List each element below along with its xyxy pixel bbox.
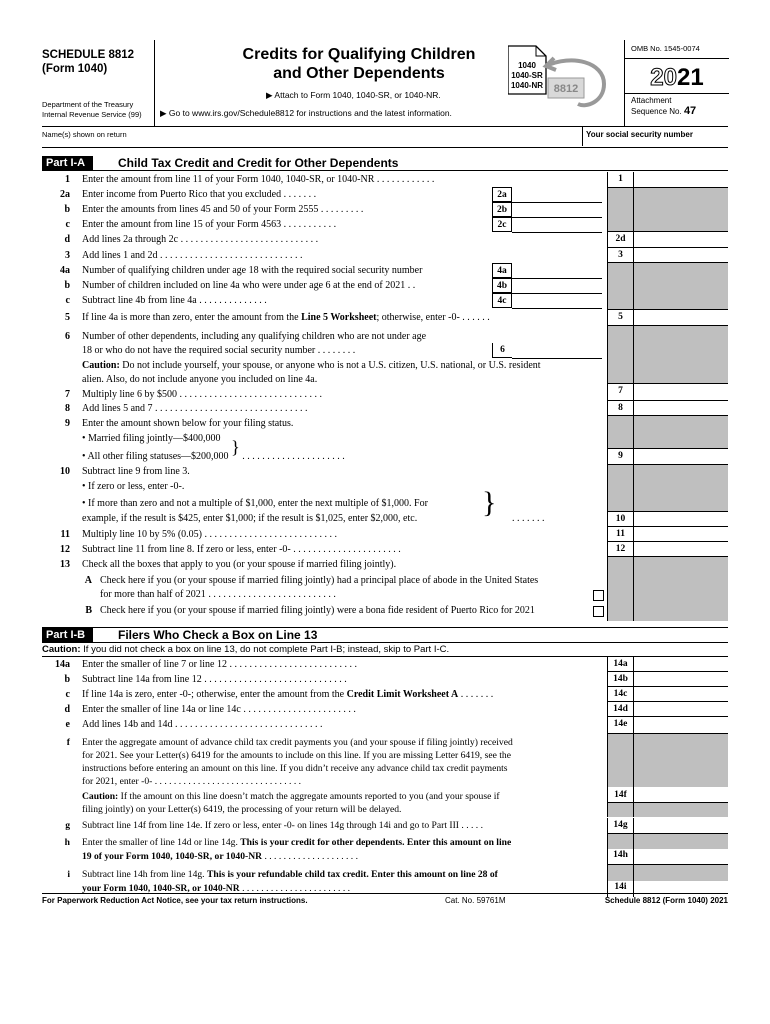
count-field-6[interactable]: [512, 343, 602, 359]
line-text: [82, 343, 355, 358]
caution-label: Caution:: [42, 644, 81, 655]
dot-leader: . . . . . . . . .: [320, 204, 364, 215]
line-number: 2a: [60, 189, 70, 200]
line-text: • If zero or less, enter -0-.: [82, 481, 185, 492]
line-number: i: [67, 869, 70, 880]
line-number: A: [84, 575, 92, 586]
checkbox-13b[interactable]: [593, 606, 604, 617]
line-number: 7: [65, 389, 70, 400]
line-desc: Number of children included on line 4a who were under age 6 at the end of 2021: [82, 280, 406, 291]
icon-form-1040sr: 1040-SR: [511, 71, 543, 80]
line-text: [82, 248, 303, 263]
dot-leader: . . . . . . . . . . . . . . . . . . . . . . . . . . . . . .: [175, 719, 323, 730]
line-text: example, if the result is $425, enter $1,000; if the result is $1,025, enter $2,000, etc.: [82, 513, 418, 524]
caution-body: Do not include yourself, your spouse, or anyone who is not a U.S. citizen, U.S. national, or U.S. resident: [119, 360, 541, 371]
part-ib-lines: [42, 657, 728, 897]
line-desc: Multiply line 6 by $500: [82, 389, 177, 400]
sequence-number: 47: [683, 105, 697, 117]
caution-body: If you did not check a box on line 13, do not complete Part I-B; instead, skip to Part I-C.: [80, 644, 450, 655]
dot-leader: . . . . . . . . . . . . . . . . . . . . . . . . . . . . .: [179, 389, 322, 400]
part-ib-title: Filers Who Check a Box on Line 13: [118, 628, 318, 642]
line-text: [82, 187, 316, 202]
credit-instruction: This is your credit for other dependents. Enter this amount on line: [240, 837, 512, 848]
line-desc: Subtract line 14h from line 14g.: [82, 869, 207, 880]
line-text: • If more than zero and not a multiple of $1,000, enter the next multiple of $1,000. For: [82, 498, 428, 509]
icon-form-1040nr: 1040-NR: [510, 81, 544, 90]
dot-leader: . . . . . . .: [512, 513, 545, 524]
part-ia-header: [42, 156, 728, 171]
caution-body: filing jointly) on your Letter(s) 6419, the processing of your return will be delayed.: [82, 804, 402, 815]
line-text: [100, 587, 336, 602]
line-desc: for more than half of 2021: [100, 589, 206, 600]
shade-val-14h: [633, 834, 728, 849]
line-desc: Subtract line 14a from line 12: [82, 674, 202, 685]
dot-leader: . . . . . . . . . . . . . . . . . . . . . . . . . . . . .: [160, 250, 303, 261]
line-text: Check all the boxes that apply to you (or your spouse if married filing jointly).: [82, 559, 397, 570]
line-text: [82, 542, 401, 557]
line-number: 5: [65, 312, 70, 323]
line-text: [82, 687, 493, 702]
line-desc: for 2021, enter -0-: [82, 776, 153, 787]
line-desc: Add lines 2a through 2c: [82, 234, 179, 245]
credit-instruction: This is your refundable child tax credit. Enter this amount on line 28 of: [206, 869, 498, 880]
title-block: [154, 40, 624, 126]
line-number: 10: [60, 466, 70, 477]
irs-label: Internal Revenue Service (99): [42, 110, 142, 119]
amount-field-14e[interactable]: [633, 717, 728, 734]
sequence-label: Sequence No.: [631, 107, 682, 116]
amount-field-14a[interactable]: [633, 657, 728, 672]
form-ref: (Form 1040): [42, 63, 108, 75]
caution-label: Caution:: [82, 360, 120, 371]
box-label: 5: [607, 310, 633, 326]
dot-leader: . . . . . . . . . . . . . . . . . . . .: [264, 851, 358, 862]
box-label: 14a: [607, 657, 633, 672]
form-footer: [42, 893, 728, 905]
attachment-label: Attachment: [631, 96, 672, 105]
box-label: 14e: [607, 717, 633, 734]
amount-field-12[interactable]: [633, 542, 728, 557]
dot-leader: . . . . . . . . . . . . . . . . . . . . . . . . . . .: [204, 529, 337, 540]
line-desc: If line 14a is zero, enter -0-; otherwise, enter the amount from the: [82, 689, 347, 700]
line-text: [82, 672, 347, 687]
dot-leader: . . . . . . . .: [317, 345, 356, 356]
line-text: [82, 278, 415, 293]
line-desc: Add lines 1 and 2d: [82, 250, 158, 261]
dot-leader: . . . . . .: [462, 312, 490, 323]
line-text: [82, 850, 358, 864]
checkbox-13a[interactable]: [593, 590, 604, 601]
paperwork-notice: For Paperwork Reduction Act Notice, see your tax return instructions.: [42, 896, 308, 905]
count-field-4a[interactable]: [512, 263, 602, 279]
box-label: 11: [607, 527, 633, 542]
line-text: Enter the aggregate amount of advance child tax credit payments you (and your spouse if filing jointly) received: [82, 737, 513, 748]
line-text: for 2021. See your Letter(s) 6419 for the amounts to include on this line. If you are missing Letter 6419, see the: [82, 750, 511, 761]
dot-leader: . . . . . . . . . . . . . . . . . . . . . . .: [242, 883, 351, 894]
amount-field-14d[interactable]: [633, 702, 728, 717]
caution-text: [82, 791, 500, 804]
line-text: [82, 310, 490, 325]
line-text: Check here if you (or your spouse if married filing jointly) had a principal place of abode in the United States: [100, 575, 539, 586]
dot-leader: . . . . .: [461, 820, 483, 831]
amount-field-9[interactable]: [633, 449, 728, 465]
line-text: [82, 868, 498, 882]
brace-icon: }: [231, 437, 240, 457]
box-label: 14c: [607, 687, 633, 702]
attachment-sequence: [625, 96, 729, 117]
schedule-name: [42, 48, 154, 76]
line-text: Enter the amount shown below for your filing status.: [82, 418, 294, 429]
form-id-block: [42, 40, 155, 126]
line-text: [82, 657, 357, 672]
shade-val-6: [633, 326, 728, 384]
shade-val-10: [633, 464, 728, 512]
line-desc: • All other filing statuses—$200,000: [82, 451, 229, 462]
line-number: 11: [60, 529, 70, 540]
shade-9: [607, 416, 633, 449]
amount-field-14f[interactable]: [633, 787, 728, 803]
line-text: instructions before entering an amount on this line. If you didn’t receive any advance child tax credit payments: [82, 763, 508, 774]
amount-field-14b[interactable]: [633, 672, 728, 687]
line-number: 4a: [60, 265, 70, 276]
part-ib-header: [42, 627, 728, 643]
line-number: b: [64, 280, 70, 291]
line-number: c: [65, 295, 70, 306]
line-desc: Subtract line 11 from line 8. If zero or less, enter -0-: [82, 544, 291, 555]
shade-6: [607, 326, 633, 384]
shade-val-4a-4c: [633, 263, 728, 310]
line-desc: Enter the smaller of line 14d or line 14g.: [82, 837, 241, 848]
box-label: 1: [607, 172, 633, 188]
part-ia-title: Child Tax Credit and Credit for Other Dependents: [118, 156, 399, 170]
page-title: [224, 45, 494, 83]
names-label: Name(s) shown on return: [42, 130, 127, 139]
line-desc: Add lines 14b and 14d: [82, 719, 173, 730]
shade-val-13: [633, 557, 728, 621]
title-line-2: and Other Dependents: [273, 65, 445, 82]
line-text: [82, 702, 356, 717]
shade-14h: [607, 834, 633, 849]
box-label: 14g: [607, 818, 633, 834]
dot-leader: . . . . . . . . . . . . . . . . . . . . . . . . . . . .: [180, 234, 319, 245]
line-text: [82, 401, 308, 416]
line-number: g: [65, 820, 70, 831]
catalog-number: Cat. No. 59761M: [445, 896, 506, 905]
box-label: 2b: [492, 202, 512, 217]
line-text: [82, 293, 267, 308]
goto-instruction: ▶ Go to www.irs.gov/Schedule8812 for instructions and the latest information.: [160, 108, 452, 118]
box-label: 7: [607, 384, 633, 401]
box-label: 6: [492, 343, 512, 358]
dot-leader: . . . . . . .: [460, 689, 494, 700]
dot-leader: . . . . . . . . . . .: [283, 219, 337, 230]
box-label: 2a: [492, 187, 512, 202]
shade-val-2a-2c: [633, 187, 728, 232]
amount-field-2b[interactable]: [512, 202, 602, 218]
box-label: 9: [607, 449, 633, 465]
shade-13: [607, 557, 633, 621]
line-text: Number of other dependents, including any qualifying children who are not under age: [82, 331, 427, 342]
line-number: d: [64, 234, 70, 245]
amount-field-14h[interactable]: [633, 849, 728, 865]
box-label: 4c: [492, 293, 512, 308]
amount-field-14c[interactable]: [633, 687, 728, 702]
dot-leader: . . . . . . . . . . . . . . . . . . . . . . . . . .: [208, 589, 336, 600]
line-desc: Enter income from Puerto Rico that you excluded: [82, 189, 282, 200]
amount-field-2a[interactable]: [512, 187, 602, 203]
line-number: b: [64, 674, 70, 685]
line-text: [82, 776, 301, 789]
line-number: c: [65, 219, 70, 230]
line-desc: Add lines 5 and 7: [82, 403, 153, 414]
dot-leader: . . . . . . . . . . . . . . . . . . . . . . . . . . . . . . .: [154, 776, 302, 787]
line-number: e: [65, 719, 70, 730]
box-label: 14h: [607, 849, 633, 865]
attach-instruction: ▶ Attach to Form 1040, 1040-SR, or 1040-NR.: [266, 90, 441, 100]
amount-field-3[interactable]: [633, 248, 728, 263]
dot-leader: . . . . . . . . . . . . . . . . . . . . . . . . . . . . .: [204, 674, 347, 685]
caution-body: alien. Also, do not include anyone you included on line 4a.: [82, 374, 318, 385]
amount-field-14g[interactable]: [633, 818, 728, 834]
tax-year-prefix: 20: [650, 64, 677, 91]
part-ia-label: Part I-A: [42, 156, 93, 170]
dot-leader: . . . . . . . . . . . . . .: [199, 295, 267, 306]
line-number: 9: [65, 418, 70, 429]
line-text: • Married filing jointly—$400,000: [82, 433, 221, 444]
box-label-14f: 14f: [607, 787, 633, 803]
amount-field-5[interactable]: [633, 310, 728, 326]
line-text: [82, 717, 323, 732]
worksheet-ref: Credit Limit Worksheet A: [346, 689, 459, 700]
box-label: 2d: [607, 232, 633, 248]
amount-field-7[interactable]: [633, 384, 728, 401]
omb-block: [624, 40, 729, 126]
line-text: [82, 217, 336, 232]
line-text: [82, 527, 337, 542]
line-number: d: [64, 704, 70, 715]
line-text: Number of qualifying children under age 18 with the required social security number: [82, 265, 423, 276]
form-page: [42, 40, 728, 897]
line-desc: Enter the amount from line 11 of your Form 1040, 1040-SR, or 1040-NR: [82, 174, 375, 185]
shade-val-14i: [633, 865, 728, 881]
brace-icon: }: [482, 486, 497, 519]
box-label: 14i: [607, 881, 633, 897]
shade-val-9: [633, 416, 728, 449]
attach-forms-icon: [508, 44, 618, 108]
worksheet-ref: Line 5 Worksheet: [301, 312, 377, 323]
line-desc: Enter the smaller of line 7 or line 12: [82, 659, 227, 670]
line-number: 12: [60, 544, 70, 555]
box-label: 8: [607, 401, 633, 416]
line-desc: Enter the amount from line 15 of your Form 4563: [82, 219, 282, 230]
dot-leader: . . . . . . . . . . . . . . . . . . . . . .: [293, 544, 401, 555]
line-text: [82, 836, 511, 850]
shade-4a-4c: [607, 263, 633, 310]
box-label: 4b: [492, 278, 512, 293]
amount-field-2d[interactable]: [633, 232, 728, 248]
line-desc-end: ; otherwise, enter -0-: [376, 312, 460, 323]
line-number: 14a: [55, 659, 70, 670]
line-number: 8: [65, 403, 70, 414]
caution-body: If the amount on this line doesn’t match the aggregate amounts reported to you (and your spouse if: [118, 791, 500, 802]
footer-form-id: Schedule 8812 (Form 1040) 2021: [604, 896, 728, 905]
line-number: f: [66, 737, 70, 748]
dot-leader: . . . . . . . . . . . . . . . . . . . . . . .: [243, 704, 356, 715]
line-number: 1: [65, 174, 70, 185]
shade-10: [607, 464, 633, 512]
line-number: 3: [65, 250, 70, 261]
credit-instruction: 19 of your Form 1040, 1040-SR, or 1040-NR: [82, 851, 263, 862]
count-field-4c[interactable]: [512, 293, 602, 309]
shade-val-14f-caution: [633, 803, 728, 817]
amount-field-10[interactable]: [633, 512, 728, 527]
line-desc: Subtract line 4b from line 4a: [82, 295, 197, 306]
dot-leader: . . . . . . . . . . . . . . . . . . . . . . . . . . . . . . .: [155, 403, 308, 414]
title-line-1: Credits for Qualifying Children: [242, 46, 476, 63]
caution-label: Caution:: [82, 791, 119, 802]
part-ib-caution: [42, 643, 728, 657]
amount-field-8[interactable]: [633, 401, 728, 416]
form-header: [42, 40, 728, 127]
line-text: Check here if you (or your spouse if married filing jointly) were a bona fide resident of Puerto Rico for 2021: [100, 605, 535, 616]
dot-leader: . . . . . . . . . . . . . . . . . . . . .: [242, 451, 345, 462]
line-number: h: [64, 837, 70, 848]
shade-14f-caution: [607, 803, 633, 817]
schedule-title: SCHEDULE 8812: [42, 49, 135, 61]
dot-leader: . . . . . . .: [283, 189, 317, 200]
shade-14i: [607, 865, 633, 881]
box-label: 4a: [492, 263, 512, 278]
line-number: b: [64, 204, 70, 215]
line-text: [82, 232, 318, 247]
line-desc: 18 or who do not have the required social security number: [82, 345, 316, 356]
dot-leader: . . . . . . . . . . . .: [376, 174, 435, 185]
line-desc: Enter the smaller of line 14a or line 14c: [82, 704, 241, 715]
line-number: c: [65, 689, 70, 700]
line-text: [82, 172, 434, 187]
agency-block: [42, 100, 142, 120]
line-desc: Subtract line 14f from line 14e. If zero or less, enter -0- on lines 14g through 14i and go to Part III: [82, 820, 459, 831]
box-label: 14b: [607, 672, 633, 687]
ssn-field[interactable]: Your social security number: [582, 126, 728, 146]
amount-field-1[interactable]: [633, 172, 728, 188]
line-text: [82, 202, 363, 217]
dot-leader: . .: [407, 280, 416, 291]
credit-instruction: your Form 1040, 1040-SR, or 1040-NR: [82, 883, 240, 894]
part-ia-lines: [42, 171, 728, 627]
shade-2a-2c: [607, 187, 633, 232]
tax-year-suffix: 21: [677, 64, 704, 91]
box-label: 10: [607, 512, 633, 527]
line-desc: Enter the amounts from lines 45 and 50 of your Form 2555: [82, 204, 319, 215]
icon-form-1040: 1040: [518, 61, 536, 70]
count-field-4b[interactable]: [512, 278, 602, 294]
line-text: [82, 818, 483, 833]
line-number: 13: [60, 559, 70, 570]
line-desc: If line 4a is more than zero, enter the amount from the: [82, 312, 302, 323]
line-desc: Multiply line 10 by 5% (0.05): [82, 529, 202, 540]
tax-year: [625, 63, 729, 94]
line-number: B: [85, 605, 92, 616]
part-ib-label: Part I-B: [42, 628, 93, 642]
dot-leader: . . . . . . . . . . . . . . . . . . . . . . . . . .: [229, 659, 357, 670]
icon-schedule-8812: 8812: [553, 83, 579, 95]
box-label: 14d: [607, 702, 633, 717]
amount-field-11[interactable]: [633, 527, 728, 542]
line-number: 6: [65, 331, 70, 342]
box-label: 3: [607, 248, 633, 263]
line-text: Subtract line 9 from line 3.: [82, 466, 190, 477]
box-label: 12: [607, 542, 633, 557]
taxpayer-name-row: [42, 127, 728, 148]
dept-label: Department of the Treasury: [42, 100, 134, 109]
box-label: 2c: [492, 217, 512, 232]
omb-number: OMB No. 1545-0074: [625, 40, 729, 59]
amount-field-2c[interactable]: [512, 217, 602, 233]
